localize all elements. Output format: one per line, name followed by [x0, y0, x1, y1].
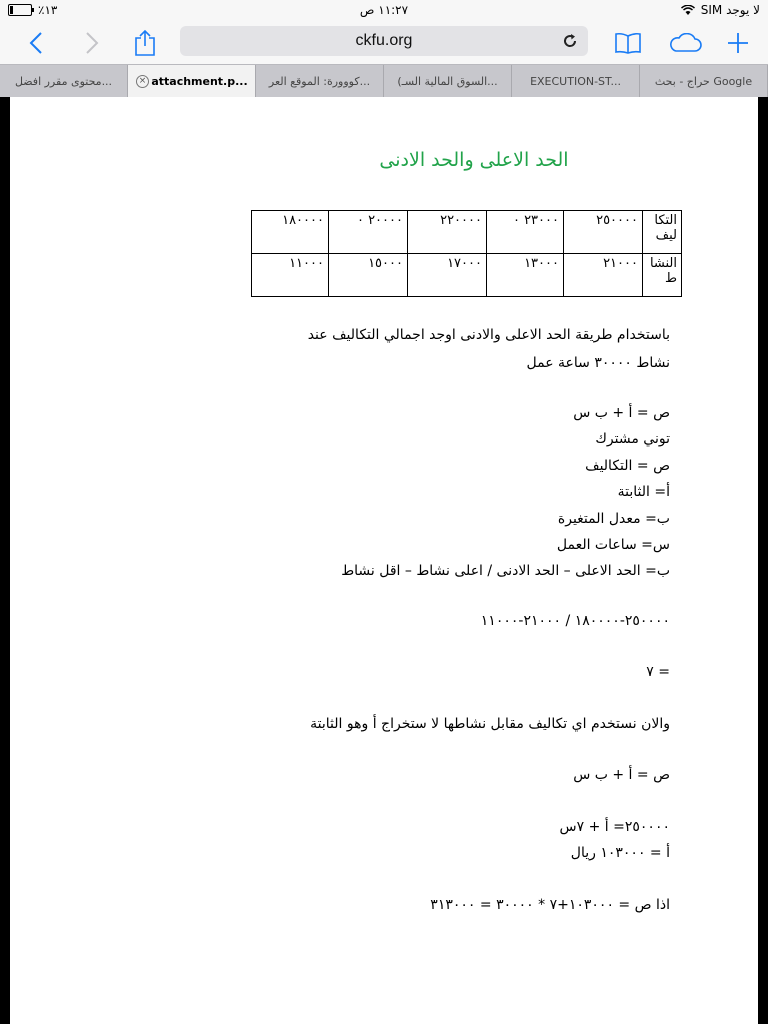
address-bar[interactable]	[180, 26, 588, 56]
document-page	[10, 97, 758, 1024]
reload-icon	[562, 33, 578, 49]
table-cell: ٢٣٠٠٠ ٠	[487, 211, 564, 254]
text-line: = ٧	[646, 664, 670, 680]
document-title: الحد الاعلى والحد الادنى	[379, 149, 569, 171]
text-line: ٢٥٠٠٠٠= أ + ٧س	[559, 819, 670, 835]
cost-activity-table	[251, 210, 682, 297]
tab-attachment[interactable]: × attachment.p...	[128, 65, 256, 97]
tab-kooora[interactable]: كووورة: الموقع العر...	[256, 65, 384, 97]
cloud-icon	[668, 33, 702, 53]
icloud-tabs-button[interactable]	[664, 22, 706, 64]
share-button[interactable]	[128, 22, 162, 64]
new-tab-button[interactable]	[722, 22, 754, 64]
text-line: أ= الثابتة	[617, 484, 670, 500]
chevron-right-icon	[85, 31, 99, 55]
text-line: أ = ١٠٣٠٠٠ ريال	[570, 845, 670, 861]
carrier-label: لا يوجد SIM	[700, 3, 760, 17]
carrier-area	[681, 3, 760, 17]
tab-google-search[interactable]: حراج - بحث Google	[640, 65, 768, 97]
text-line: ٢٥٠٠٠٠-١٨٠٠٠٠ / ٢١٠٠٠-١١٠٠٠	[480, 613, 670, 629]
tab-bar	[0, 64, 768, 98]
status-bar	[0, 0, 768, 22]
text-line: ص = التكاليف	[585, 458, 670, 474]
text-line: ص = أ + ب س	[573, 767, 670, 783]
tab-execution[interactable]: EXECUTION-ST...	[512, 65, 640, 97]
plus-icon	[727, 32, 749, 54]
row-header-activity: النشا ط	[643, 254, 682, 297]
table-cell: ١٣٠٠٠	[487, 254, 564, 297]
row-header-costs: التكا ليف	[643, 211, 682, 254]
table-cell: ١٨٠٠٠٠	[252, 211, 329, 254]
table-cell: ٢٠٠٠٠ ٠	[329, 211, 408, 254]
url-text: ckfu.org	[355, 32, 413, 49]
wifi-icon	[681, 5, 695, 16]
text-line: اذا ص = ١٠٣٠٠٠+٧ * ٣٠٠٠٠ = ٣١٣٠٠٠	[430, 897, 670, 913]
back-button[interactable]	[20, 22, 52, 64]
text-line: ص = أ + ب س	[573, 405, 670, 421]
chevron-left-icon	[29, 31, 43, 55]
text-line: س= ساعات العمل	[556, 537, 670, 553]
clock: ١١:٢٧ ص	[359, 3, 409, 17]
table-cell: ٢١٠٠٠	[564, 254, 643, 297]
text-line: باستخدام طريقة الحد الاعلى والادنى اوجد اجمالي التكاليف عند	[307, 327, 670, 343]
text-line: ب= معدل المتغيرة	[557, 511, 670, 527]
browser-toolbar	[0, 22, 768, 64]
document-viewer[interactable]	[0, 97, 768, 1024]
close-tab-icon[interactable]: ×	[136, 75, 149, 88]
table-cell: ١٧٠٠٠	[408, 254, 487, 297]
table-row	[252, 211, 682, 254]
tab-financial-market[interactable]: (السوق المالية السـ...	[384, 65, 512, 97]
book-icon	[614, 32, 642, 54]
table-cell: ٢٢٠٠٠٠	[408, 211, 487, 254]
text-line: والان نستخدم اي تكاليف مقابل نشاطها لا ستخراج أ وهو الثابتة	[310, 716, 670, 732]
text-line: توني مشترك	[595, 431, 670, 447]
table-row	[252, 254, 682, 297]
text-line: ب= الحد الاعلى – الحد الادنى / اعلى نشاط – اقل نشاط	[341, 563, 670, 579]
battery-percent: ٪١٣	[38, 3, 58, 17]
table-cell: ١١٠٠٠	[252, 254, 329, 297]
table-cell: ١٥٠٠٠	[329, 254, 408, 297]
text-line: نشاط ٣٠٠٠٠ ساعة عمل	[526, 355, 670, 371]
table-cell: ٢٥٠٠٠٠	[564, 211, 643, 254]
bookmarks-button[interactable]	[608, 22, 648, 64]
forward-button[interactable]	[76, 22, 108, 64]
reload-button[interactable]	[560, 30, 580, 52]
share-icon	[134, 29, 156, 57]
tab-course-content[interactable]: محتوى مقرر افضل...	[0, 65, 128, 97]
